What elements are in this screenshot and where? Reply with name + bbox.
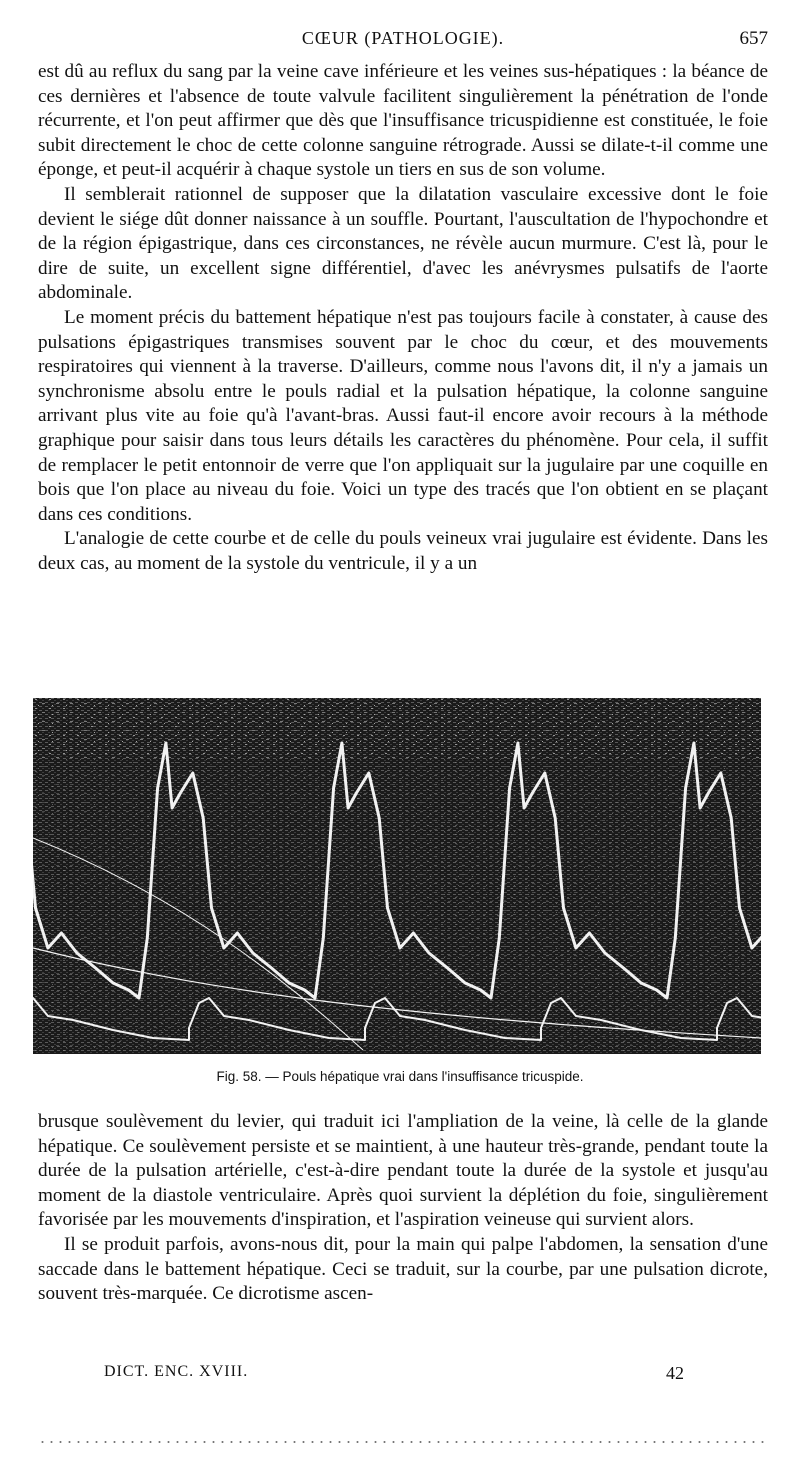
body-text-top [38,60,768,576]
figure-speckle [33,698,761,1054]
paragraph: est dû au reflux du sang par la veine cave inférieure et les veines sus-hépatiques : la béance de ces dernières et l'absence de toute valvule facilitent singulièrement la pénétration de l'onde récurrente, et l'on peut affirmer que dès que l'insuffisance tricuspidienne est constituée, le foie subit directement le choc de cette colonne sanguine rétrograde. Aussi se dilate-t-il comme une éponge, et peut-il acquérir à chaque systole un tiers en sus de son volume. [38,61,768,181]
signature-mark: DICT. ENC. XVIII. [104,1363,249,1380]
figure-caption: Fig. 58. — Pouls hépatique vrai dans l'insuffisance tricuspide. [216,1069,584,1084]
running-header [38,28,768,58]
body-text-bottom [38,1110,768,1307]
paragraph: Il semblerait rationnel de supposer que la dilatation vasculaire excessive dont le foie devient le siége dût donner naissance à un souffle. Pourtant, l'auscultation de l'hypochondre et de la région épigastrique, dans ces circonstances, ne révèle aucun murmure. C'est là, pour le dire de suite, un excellent signe différentiel, d'avec les anévrysmes pulsatifs de l'aorte abdominale. [38,183,768,304]
page-footer [104,1363,684,1387]
pulse-tracing-svg [33,698,761,1054]
page-number: 657 [739,28,768,49]
paragraph: Il se produit parfois, avons-nous dit, pour la main qui palpe l'abdomen, la sensation d'une saccade dans le battement hépatique. Ceci se traduit, sur la courbe, par une pulsation dicrote, souvent très-marquée. Ce dicrotisme ascen- [38,1233,768,1305]
bottom-dotted-rule [38,1440,768,1444]
pulse-tracing-figure [33,698,761,1054]
paragraph: L'analogie de cette courbe et de celle du pouls veineux vrai jugulaire est évidente. Dans les deux cas, au moment de la systole du ventricule, il y a un [38,528,768,574]
paragraph: brusque soulèvement du levier, qui traduit ici l'ampliation de la veine, là celle de la glande hépatique. Ce soulèvement persiste et se maintient, à une hauteur très-grande, pendant toute la durée de la pulsation artérielle, c'est-à-dire pendant toute la durée de la systole et jusqu'au moment de la diastole ventriculaire. Après quoi survient la déplétion du foie, singulièrement favorisée par les mouvements d'inspiration, et l'aspiration veineuse qui survient alors. [38,1111,768,1231]
sheet-number: 42 [666,1363,684,1383]
paragraph: Le moment précis du battement hépatique n'est pas toujours facile à constater, à cause des pulsations épigastriques transmises souvent par le choc du cœur, et des mouvements respiratoires qui viennent à la traverse. D'ailleurs, comme nous l'avons dit, il n'y a jamais un synchronisme absolu entre le pouls radial et la pulsation hépatique, la colonne sanguine arrivant plus vite au foie qu'à l'avant-bras. Aussi faut-il encore avoir recours à la méthode graphique pour saisir dans tous leurs détails les caractères du phénomène. Pour cela, il suffit de remplacer le petit entonnoir de verre que l'on appliquait sur la jugulaire par une coquille en bois que l'on place au niveau du foie. Voici un type des tracés que l'on obtient en se plaçant dans ces conditions. [38,306,768,525]
running-title: CŒUR (PATHOLOGIE). [301,28,505,48]
